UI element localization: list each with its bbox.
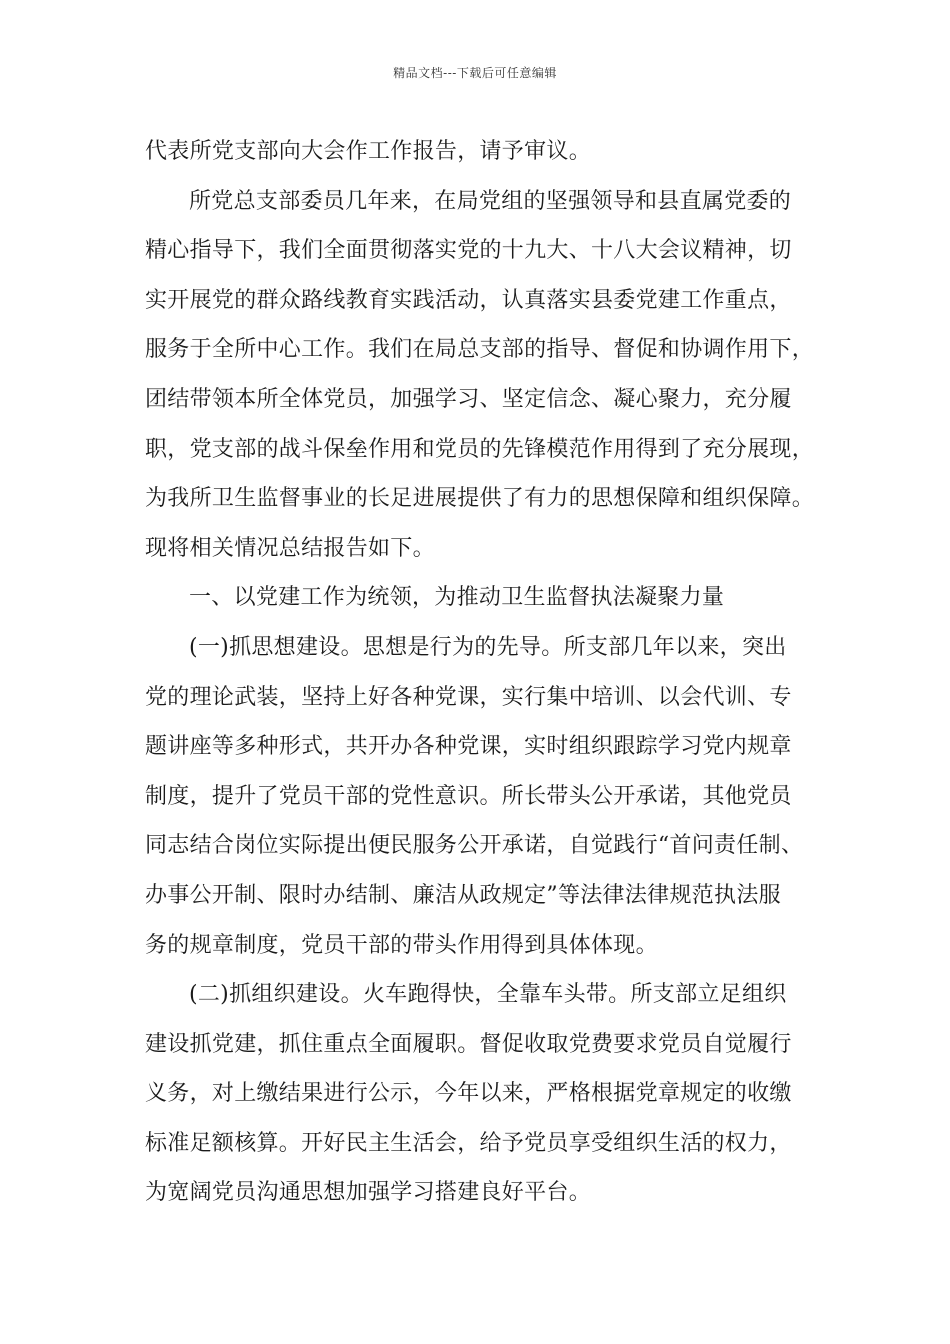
text-line: 代表所党支部向大会作工作报告，请予审议。 — [145, 139, 592, 164]
text-line: (一)抓思想建设。思想是行为的先导。所支部几年以来，突出 — [189, 634, 787, 660]
text-line: 为宽阔党员沟通思想加强学习搭建良好平台。 — [145, 1180, 592, 1206]
text-line: 务的规章制度，党员干部的带头作用得到具体体现。 — [145, 932, 658, 958]
document-body — [145, 127, 825, 1218]
text-line: (二)抓组织建设。火车跑得快，全靠车头带。所支部立足组织 — [189, 982, 787, 1008]
text-line: 同志结合岗位实际提出便民服务公开承诺，自觉践行“首问责任制、 — [145, 833, 804, 859]
page-header: 精品文档---下载后可任意编辑 — [393, 66, 557, 80]
text-line: 标准足额核算。开好民主生活会，给予党员享受组织生活的权力， — [145, 1130, 792, 1156]
text-line: 建设抓党建，抓住重点全面履职。督促收取党费要求党员自觉履行 — [145, 1031, 792, 1057]
text-line: 团结带领本所全体党员，加强学习、坚定信念、凝心聚力，充分履 — [145, 386, 792, 412]
text-line: 职，党支部的战斗保垒作用和党员的先锋模范作用得到了充分展现， — [145, 436, 815, 462]
text-line: 现将相关情况总结报告如下。 — [145, 535, 435, 561]
text-line: 实开展党的群众路线教育实践活动，认真落实县委党建工作重点， — [145, 287, 792, 313]
text-line: 义务，对上缴结果进行公示，今年以来，严格根据党章规定的收缴 — [145, 1081, 792, 1107]
text-line: 办事公开制、限时办结制、廉洁从政规定”等法律法律规范执法服 — [145, 882, 781, 908]
text-line: 所党总支部委员几年来，在局党组的坚强领导和县直属党委的 — [189, 188, 792, 214]
text-line: 一、以党建工作为统领，为推动卫生监督执法凝聚力量 — [189, 585, 725, 611]
text-line: 为我所卫生监督事业的长足进展提供了有力的思想保障和组织保障。 — [145, 486, 815, 512]
text-line: 制度，提升了党员干部的党性意识。所长带头公开承诺，其他党员 — [145, 783, 792, 809]
text-line: 党的理论武装，坚持上好各种党课，实行集中培训、以会代训、专 — [145, 684, 792, 710]
text-line: 服务于全所中心工作。我们在局总支部的指导、督促和协调作用下， — [145, 337, 815, 363]
text-line: 题讲座等多种形式，共开办各种党课，实时组织跟踪学习党内规章 — [145, 734, 792, 760]
text-line: 精心指导下，我们全面贯彻落实党的十九大、十八大会议精神，切 — [145, 238, 792, 264]
